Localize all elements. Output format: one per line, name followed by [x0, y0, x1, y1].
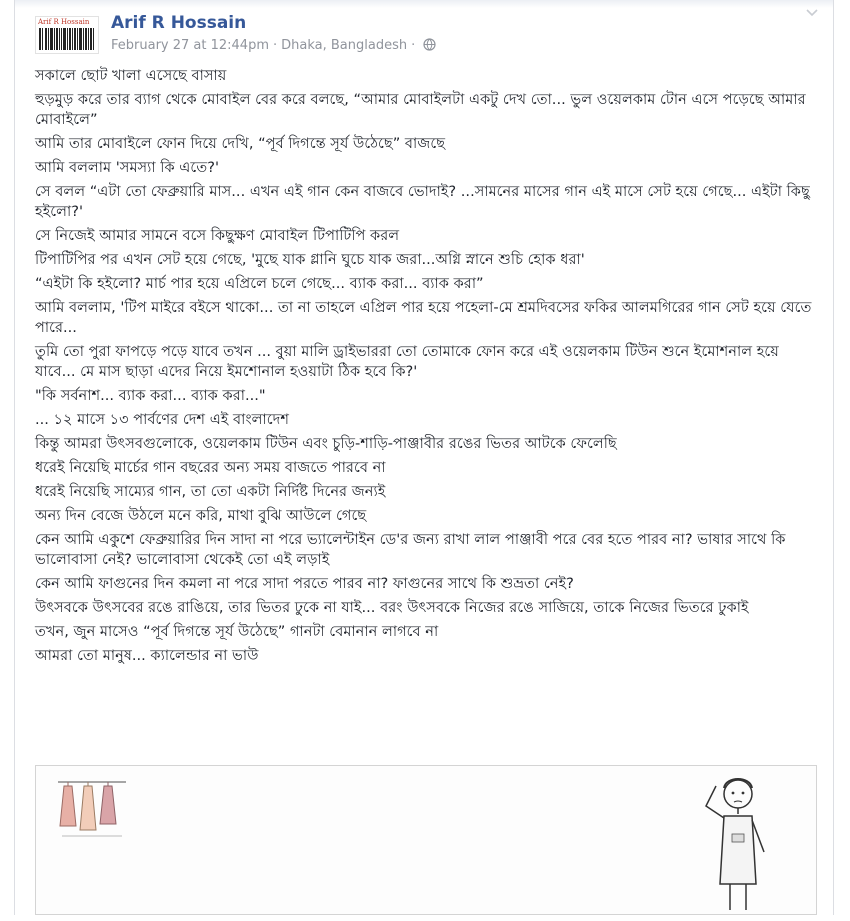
post-timestamp[interactable]: February 27 at 12:44pm — [111, 38, 269, 53]
confused-woman-illustration — [676, 774, 786, 914]
post-paragraph: আমি বললাম 'সমস্যা কি এতে?' — [35, 159, 219, 176]
post-paragraph: ধরেই নিয়েছি মার্চের গান বছরের অন্য সময় বাজতে পারবে না — [35, 459, 386, 476]
post-paragraph: কেন আমি একুশে ফেব্রুয়ারির দিন সাদা না পরে ভ্যালেন্টাইন ডে'র জন্য রাখা লাল পাঞ্জাবী পরে বের হতে পারব না? ভাষার সাথে কি ভালোবাসা নেই? ভালোবাসা থেকেই তো এই লড়াই — [35, 531, 786, 568]
post-paragraph: সকালে ছোট খালা এসেছে বাসায় — [35, 67, 227, 84]
post-paragraph: সে নিজেই আমার সামনে বসে কিছুক্ষণ মোবাইল টিপাটিপি করল — [35, 227, 400, 244]
post-paragraph: তখন, জুন মাসেও “পূর্ব দিগন্তে সূর্য উঠেছে” গানটা বেমানান লাগবে না — [35, 623, 439, 640]
post-card — [14, 0, 834, 915]
globe-icon[interactable] — [423, 38, 436, 51]
post-meta — [111, 38, 436, 53]
post-paragraph: আমি বললাম, 'টিপ মাইরে বইসে থাকো... তা না তাহলে এপ্রিল পার হয়ে পহেলা-মে শ্রমদিবসের ফকির আলমগিরের গান সেট হয়ে যেতে পারে... — [35, 299, 812, 336]
post-paragraph: আমি তার মোবাইলে ফোন দিয়ে দেখি, “পূর্ব দিগন্তে সূর্য উঠেছে” বাজছে — [35, 135, 446, 152]
dress-rack-icon — [54, 772, 134, 842]
post-paragraph: আমরা তো মানুষ... ক্যালেন্ডার না ভাউ — [35, 647, 259, 664]
card-top-strip — [15, 0, 833, 8]
post-paragraph: "কি সর্বনাশ... ব্যাক করা... ব্যাক করা..." — [35, 387, 266, 404]
avatar[interactable] — [35, 16, 99, 54]
post-image[interactable] — [35, 765, 817, 915]
meta-separator: · — [273, 38, 278, 53]
author-name[interactable]: Arif R Hossain — [111, 13, 247, 33]
post-paragraph: তুমি তো পুরা ফাপড়ে পড়ে যাবে তখন ... বুয়া মালি ড্রাইভাররা তো তোমাকে ফোন করে এই ওয়েলকাম টিউন শুনে ইমোশনাল হয়ে যাবে... মে মাস ছাড়া এদের নিয়ে ইমশোনাল হওয়াটা ঠিক হবে কি?' — [35, 343, 779, 380]
meta-separator: · — [411, 38, 416, 53]
post-paragraph: সে বলল “এটা তো ফেব্রুয়ারি মাস... এখন এই গান কেন বাজবে ভোদাই? ...সামনের মাসের গান এই মাসে সেট হয়ে গেছে... এইটা কিছু হইলো?' — [35, 183, 810, 220]
barcode-icon — [39, 28, 95, 50]
chevron-down-icon[interactable] — [805, 6, 819, 20]
avatar-label: Arif R Hossain — [38, 18, 90, 26]
post-paragraph: টিপাটিপির পর এখন সেট হয়ে গেছে, 'মুছে যাক গ্লানি ঘুচে যাক জরা...অগ্নি স্নানে শুচি হোক ধরা' — [35, 251, 585, 268]
post-paragraph: অন্য দিন বেজে উঠলে মনে করি, মাথা বুঝি আউলে গেছে — [35, 507, 367, 524]
post-paragraph: কিন্তু আমরা উৎসবগুলোকে, ওয়েলকাম টিউন এবং চুড়ি-শাড়ি-পাঞ্জাবীর রঙের ভিতর আটকে ফেলেছি — [35, 435, 617, 452]
post-body — [35, 66, 815, 670]
post-paragraph: কেন আমি ফাগুনের দিন কমলা না পরে সাদা পরতে পারব না? ফাগুনের সাথে কি শুভ্রতা নেই? — [35, 575, 574, 592]
post-paragraph: ধরেই নিয়েছি সাম্যের গান, তা তো একটা নির্দিষ্ট দিনের জন্যই — [35, 483, 386, 500]
post-paragraph: হুড়মুড় করে তার ব্যাগ থেকে মোবাইল বের করে বলছে, “আমার মোবাইলটা একটু দেখ তো... ভুল ওয়েলকাম টোন এসে পড়েছে আমার মোবাইলে” — [35, 91, 806, 128]
post-paragraph: “এইটা কি হইলো? মার্চ পার হয়ে এপ্রিলে চলে গেছে... ব্যাক করা... ব্যাক করা” — [35, 275, 484, 292]
post-paragraph: ... ১২ মাসে ১৩ পার্বণের দেশ এই বাংলাদেশ — [35, 411, 289, 428]
post-location[interactable]: Dhaka, Bangladesh — [281, 38, 408, 53]
post-paragraph: উৎসবকে উৎসবের রঙে রাঙিয়ে, তার ভিতর ঢুকে না যাই... বরং উৎসবকে নিজের রঙে সাজিয়ে, তাকে নিজের ভিতরে ঢুকাই — [35, 599, 749, 616]
